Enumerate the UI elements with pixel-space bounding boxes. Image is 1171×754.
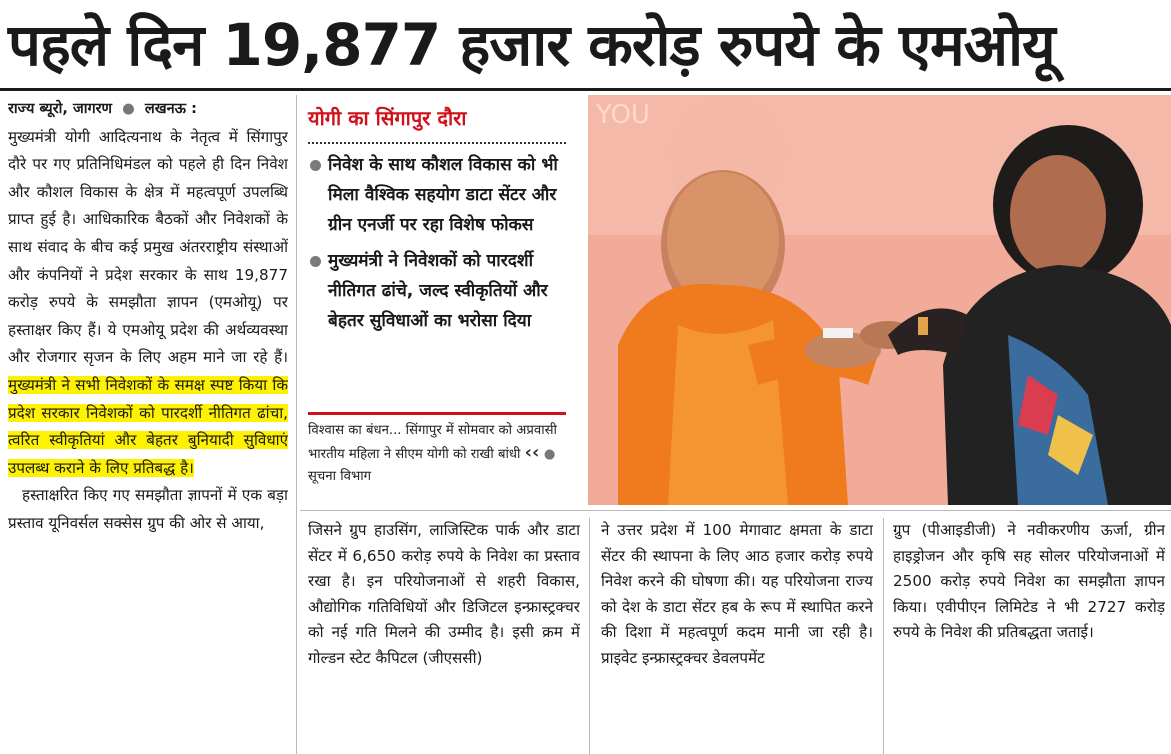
- photo-rakhi-ceremony-icon: [588, 95, 1171, 505]
- photo-credit-text: सूचना विभाग: [308, 469, 372, 484]
- body-column-2: ने उत्तर प्रदेश में 100 मेगावाट क्षमता के डाटा सेंटर की स्थापना के लिए आठ हजार करोड़ रुपये निवेश करने की घोषणा की। यह परियोजना राज्य को देश के डाटा सेंटर हब के रूप में स्थापित करने की दिशा में महत्वपूर्ण कदम मानी जा रही है। प्राइवेट इन्फ्रास्ट्रक्चर डेवलपमेंट: [601, 521, 873, 667]
- summary-bullet-text: मुख्यमंत्री ने निवेशकों को पारदर्शी नीतिगत ढांचे, जल्द स्वीकृतियों और बेहतर सुविधाओं का भरोसा दिया: [328, 251, 548, 331]
- column-divider: [589, 518, 590, 754]
- left-column: [8, 95, 288, 754]
- body-column-1: जिसने ग्रुप हाउसिंग, लाजिस्टिक पार्क और डाटा सेंटर में 6,650 करोड़ रुपये के निवेश का प्रस्ताव रखा है। इन परियोजनाओं से शहरी विकास, औद्योगिक गतिविधियों और डिजिटल इन्फ्रास्ट्रक्चर को नई गति मिलने की उम्मीद है। इसी क्रम में गोल्डन स्टेट कैपिटल (जीएससी): [308, 521, 580, 667]
- headline-rule: [0, 88, 1171, 91]
- byline-location: लखनऊ :: [144, 101, 197, 117]
- caption-text: विश्वास का बंधन... सिंगापुर में सोमवार को अप्रवासी भारतीय महिला ने सीएम योगी को राखी बांधी: [308, 423, 557, 462]
- summary-bullet: [308, 246, 570, 336]
- caption-rule: [308, 412, 566, 415]
- summary-bullet: [308, 150, 570, 240]
- bullet-dot-icon: ●: [543, 447, 556, 462]
- summary-bullets: [308, 150, 570, 410]
- svg-text:YOU: YOU: [596, 100, 650, 130]
- byline-bureau: राज्य ब्यूरो, जागरण: [8, 101, 113, 117]
- news-photo: [588, 95, 1171, 505]
- kicker-rule: [308, 142, 566, 144]
- article-text-intro: मुख्यमंत्री योगी आदित्यनाथ के नेतृत्व में सिंगापुर दौरे पर गए प्रतिनिधिमंडल को पहले ही दिन निवेश और कौशल विकास के क्षेत्र में महत्वपूर्ण उपलब्धि प्राप्त हुई है। आधिकारिक बैठकों और निवेशकों के साथ संवाद के बीच कई प्रमुख अंतरराष्ट्रीय संस्थाओं और कंपनियों ने प्रदेश सरकार के साथ 19,877 करोड़ रुपये के समझौता ज्ञापन (एमओयू) पर हस्ताक्षर किए हैं। ये एमओयू प्रदेश की अर्थव्यवस्था और रोजगार सृजन के लिए अहम माने जा रहे हैं।: [8, 127, 288, 367]
- body-column-3: ग्रुप (पीआइडीजी) ने नवीकरणीय ऊर्जा, ग्रीन हाइड्रोजन और कृषि सह सोलर परियोजनाओं में 2500 करोड़ रुपये निवेश का समझौता ज्ञापन किया। एवीपीएन लिमिटेड ने भी 2727 करोड़ रुपये के निवेश की प्रतिबद्धता जताई।: [893, 521, 1165, 641]
- kicker-box: [308, 100, 564, 140]
- bullet-dot-icon: [310, 160, 321, 171]
- article-text-para2: हस्ताक्षरित किए गए समझौता ज्ञापनों में एक बड़ा प्रस्ताव यूनिवर्सल सक्सेस ग्रुप की ओर से आया,: [8, 486, 288, 532]
- summary-bullet-text: निवेश के साथ कौशल विकास को भी मिला वैश्विक सहयोग डाटा सेंटर और ग्रीन एनर्जी पर रहा विशेष फोकस: [328, 155, 558, 235]
- column-divider: [883, 518, 884, 754]
- bullet-dot-icon: ●: [117, 101, 140, 117]
- bullet-dot-icon: [310, 256, 321, 267]
- headline: पहले दिन 19,877 हजार करोड़ रुपये के एमओयू: [8, 11, 1055, 79]
- photo-caption: [308, 420, 570, 500]
- kicker-title: योगी का सिंगापुर दौरा: [308, 106, 467, 130]
- column-divider: [296, 95, 297, 754]
- quote-mark-icon: ‹‹: [524, 442, 540, 463]
- byline: [8, 101, 197, 117]
- section-divider: [300, 510, 1171, 511]
- highlighted-quote: मुख्यमंत्री ने सभी निवेशकों के समक्ष स्पष्ट किया कि प्रदेश सरकार निवेशकों को पारदर्शी नीतिगत ढांचा, त्वरित स्वीकृतियां और बेहतर बुनियादी सुविधाएं उपलब्ध कराने के लिए प्रतिबद्ध है।: [8, 375, 288, 477]
